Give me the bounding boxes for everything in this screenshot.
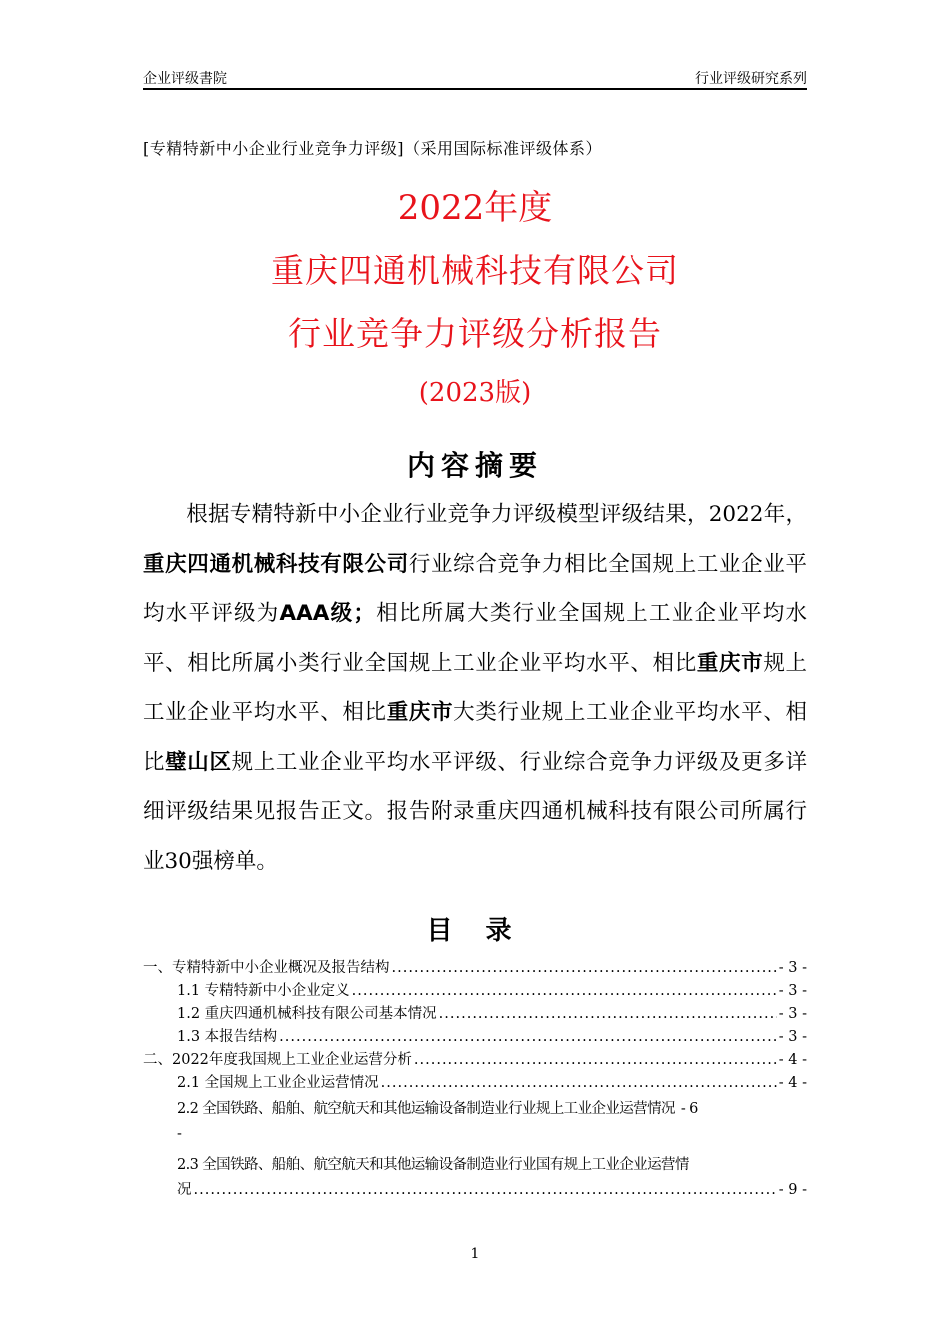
district-bold: 璧山区 — [165, 749, 232, 775]
city-bold: 重庆市 — [386, 700, 454, 725]
toc-item[interactable]: 二、2022年度我国规上工业企业运营分析 ..... - 4 - — [143, 1049, 807, 1072]
report-type-title: 行业竞争力评级分析报告 — [288, 314, 662, 353]
page-number: 1 — [470, 1246, 480, 1262]
header-series: 行业评级研究系列 — [695, 71, 807, 87]
city-bold: 重庆市 — [696, 650, 764, 676]
toc-leader-dots — [414, 1049, 777, 1072]
toc-item[interactable]: 一、专精特新中小企业概况及报告结构 ..... - 3 - — [143, 957, 807, 980]
toc-item[interactable]: 2.3 全国铁路、船舶、航空航天和其他运输设备制造业行业国有规上工业企业运营情 况 ..... - 9 - — [143, 1153, 807, 1203]
company-name-bold: 重庆四通机械科技有限公司 — [143, 551, 409, 577]
toc-item[interactable]: 1.2 重庆四通机械科技有限公司基本情况 ..... - 3 - — [143, 1003, 807, 1026]
abstract-text: 根据专精特新中小企业行业竞争力评级模型评级结果，2022年， — [186, 502, 807, 527]
toc-leader-dots — [392, 957, 777, 980]
toc-leader-dots — [352, 980, 777, 1003]
abstract-text: 大类行业规上工业企业平均水平、相比 — [143, 700, 807, 775]
toc-item[interactable]: 1.1 专精特新中小企业定义 ..... - 3 - — [143, 980, 807, 1003]
grade-bold: AAA级； — [279, 601, 375, 626]
company-name-title: 重庆四通机械科技有限公司 — [271, 251, 679, 290]
toc-leader-dots — [439, 1003, 777, 1026]
report-year-title: 2022年度 — [397, 188, 553, 228]
toc-item[interactable]: 2.2 全国铁路、船舶、航空航天和其他运输设备制造业行业规上工业企业运营情况 - 6 - — [177, 1101, 698, 1142]
toc-leader-dots — [381, 1072, 777, 1095]
abstract-body — [143, 490, 807, 886]
toc-heading: 目 录 — [426, 916, 524, 946]
abstract-text: 规上工业企业平均水平、相比 — [143, 650, 807, 725]
page-header — [143, 66, 807, 90]
toc-leader-dots — [194, 1178, 777, 1203]
toc-item[interactable]: 2.1 全国规上工业企业运营情况 ..... - 4 - — [143, 1072, 807, 1095]
abstract-text: 相比所属大类行业全国规上工业企业平均水平、相比所属小类行业全国规上工业企业平均水平、相比 — [143, 601, 807, 676]
header-publisher: 企业评级書院 — [143, 71, 227, 87]
table-of-contents — [143, 957, 807, 1203]
abstract-text: 行业综合竞争力相比全国规上工业企业平均水平评级为 — [143, 551, 807, 626]
toc-item[interactable]: 1.3 本报告结构 ..... - 3 - — [143, 1026, 807, 1049]
report-edition: (2023版) — [418, 378, 532, 408]
abstract-text: 规上工业企业平均水平评级、行业综合竞争力评级及更多详细评级结果见报告正文。报告附录重庆四通机械科技有限公司所属行业30强榜单。 — [143, 749, 807, 874]
abstract-heading: 内容摘要 — [406, 449, 543, 482]
series-tag: [专精特新中小企业行业竞争力评级]（采用国际标准评级体系） — [143, 139, 602, 158]
toc-leader-dots — [279, 1026, 777, 1049]
